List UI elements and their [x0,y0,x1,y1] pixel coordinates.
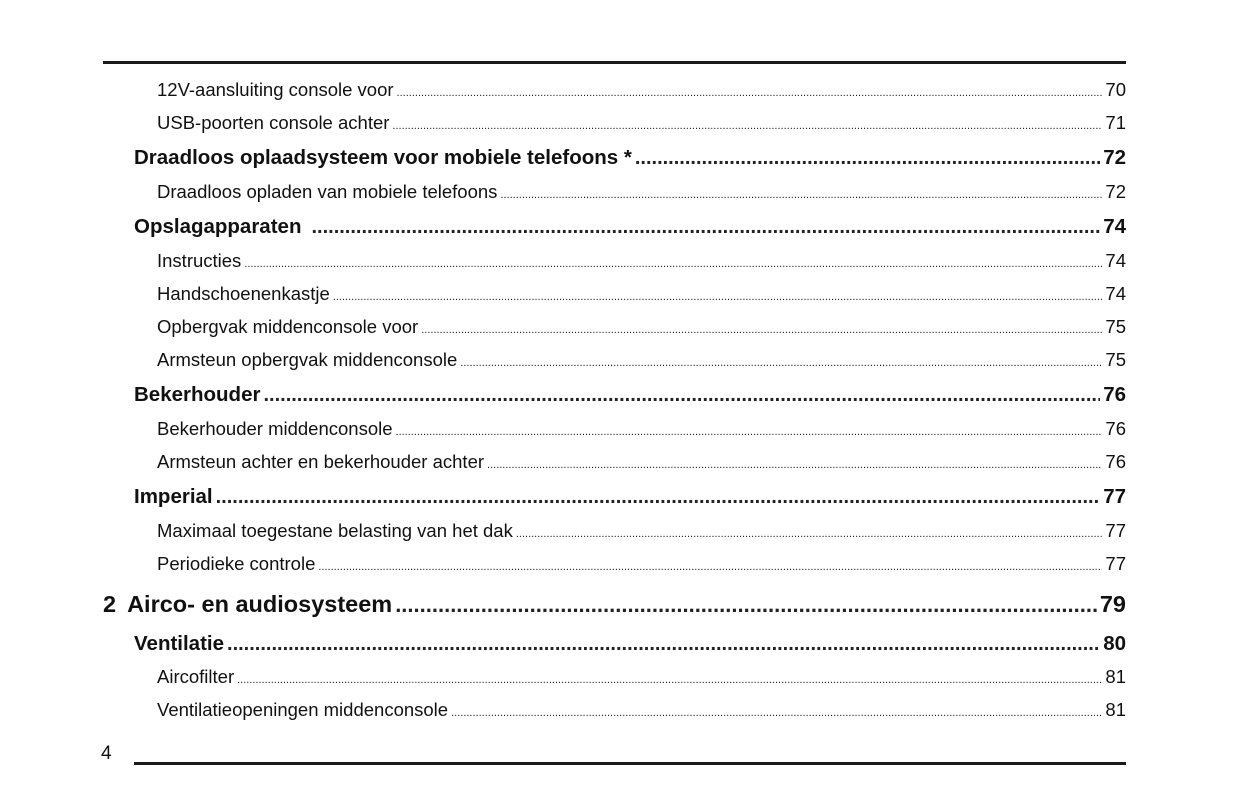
toc-entry[interactable] [157,249,1126,276]
toc-leader [227,631,1100,657]
toc-entry-title: Maximaal toegestane belasting van het dak [157,520,513,541]
toc-entry-title: Bekerhouder middenconsole [157,418,393,439]
toc-chapter-page: 79 [1099,591,1126,617]
toc-chapter-label: Airco- en audiosysteem [127,591,393,617]
toc-entry-page: 76 [1105,418,1126,439]
toc-section-page: 72 [1103,146,1126,169]
toc-leader [500,183,1102,207]
toc-leader [318,555,1102,579]
toc-chapter-number: 2 [103,591,117,617]
toc-entry-title: Aircofilter [157,666,235,687]
page-number: 4 [101,743,112,764]
toc-leader [635,145,1100,171]
toc-entry[interactable] [157,417,1126,444]
toc-leader [237,668,1102,692]
toc-entry-page: 81 [1105,699,1126,720]
toc-chapter-title [103,589,392,619]
toc-section-page: 76 [1103,383,1126,406]
toc-leader [396,420,1103,444]
toc-section-title: Opslagapparaten [134,215,302,238]
toc-leader [421,318,1102,342]
toc-section[interactable] [134,631,1126,657]
toc-leader [333,285,1103,309]
toc-entry[interactable] [157,111,1126,138]
toc-leader [451,701,1102,725]
toc-entry-title: Opbergvak middenconsole voor [157,316,419,337]
toc-entry-page: 71 [1105,112,1126,133]
toc-section-page: 77 [1103,485,1126,508]
toc-leader [397,81,1103,105]
toc-entry-title: Armsteun opbergvak middenconsole [157,349,458,370]
toc-section-title: Imperial [134,485,213,508]
toc-chapter[interactable] [103,589,1126,620]
toc-entry-page: 81 [1105,666,1126,687]
toc-entry-page: 74 [1105,250,1126,271]
toc-entry[interactable] [157,78,1126,105]
toc-entry[interactable] [157,348,1126,375]
toc-entry-title: Ventilatieopeningen middenconsole [157,699,449,720]
toc-entry-page: 75 [1105,316,1126,337]
footer-rule [134,762,1126,765]
toc-entry-title: Draadloos opladen van mobiele telefoons [157,181,498,202]
toc-entry[interactable] [157,282,1126,309]
toc-entry-page: 77 [1105,553,1126,574]
toc-section-title: Bekerhouder [134,383,261,406]
toc-section[interactable] [134,382,1126,408]
toc-leader [392,114,1102,138]
toc-entry-title: USB-poorten console achter [157,112,390,133]
toc-entry-page: 74 [1105,283,1126,304]
toc-entry-page: 77 [1105,520,1126,541]
toc-entry[interactable] [157,180,1126,207]
toc-entry[interactable] [157,519,1126,546]
toc-section[interactable] [134,214,1126,240]
toc-entry-page: 72 [1105,181,1126,202]
toc-leader [263,382,1100,408]
toc-entry[interactable] [157,552,1126,579]
toc-entry-page: 70 [1105,79,1126,100]
toc-entry[interactable] [157,450,1126,477]
toc-leader [311,214,1100,240]
toc-leader [244,252,1102,276]
toc-leader [460,351,1102,375]
toc-entry[interactable] [157,315,1126,342]
toc-entry-title: Handschoenenkastje [157,283,330,304]
toc-entry[interactable] [157,698,1126,725]
toc-entry-title: Instructies [157,250,242,271]
toc-leader [216,484,1101,510]
toc-leader [487,453,1102,477]
toc-section-title: Draadloos oplaadsysteem voor mobiele telefoons * [134,146,632,169]
toc-entry-title: 12V-aansluiting console voor [157,79,394,100]
toc-entry-title: Periodieke controle [157,553,316,574]
toc-section-title: Ventilatie [134,632,225,655]
toc-entry-title: Armsteun achter en bekerhouder achter [157,451,485,472]
toc-leader [516,522,1103,546]
toc-entry-page: 75 [1105,349,1126,370]
toc-section-page: 80 [1103,632,1126,655]
toc-section[interactable] [134,145,1126,171]
toc-entry[interactable] [157,665,1126,692]
toc-leader [395,590,1097,620]
toc-section-page: 74 [1103,215,1126,238]
toc-section[interactable] [134,484,1126,510]
toc-entry-page: 76 [1105,451,1126,472]
header-rule [103,61,1126,64]
